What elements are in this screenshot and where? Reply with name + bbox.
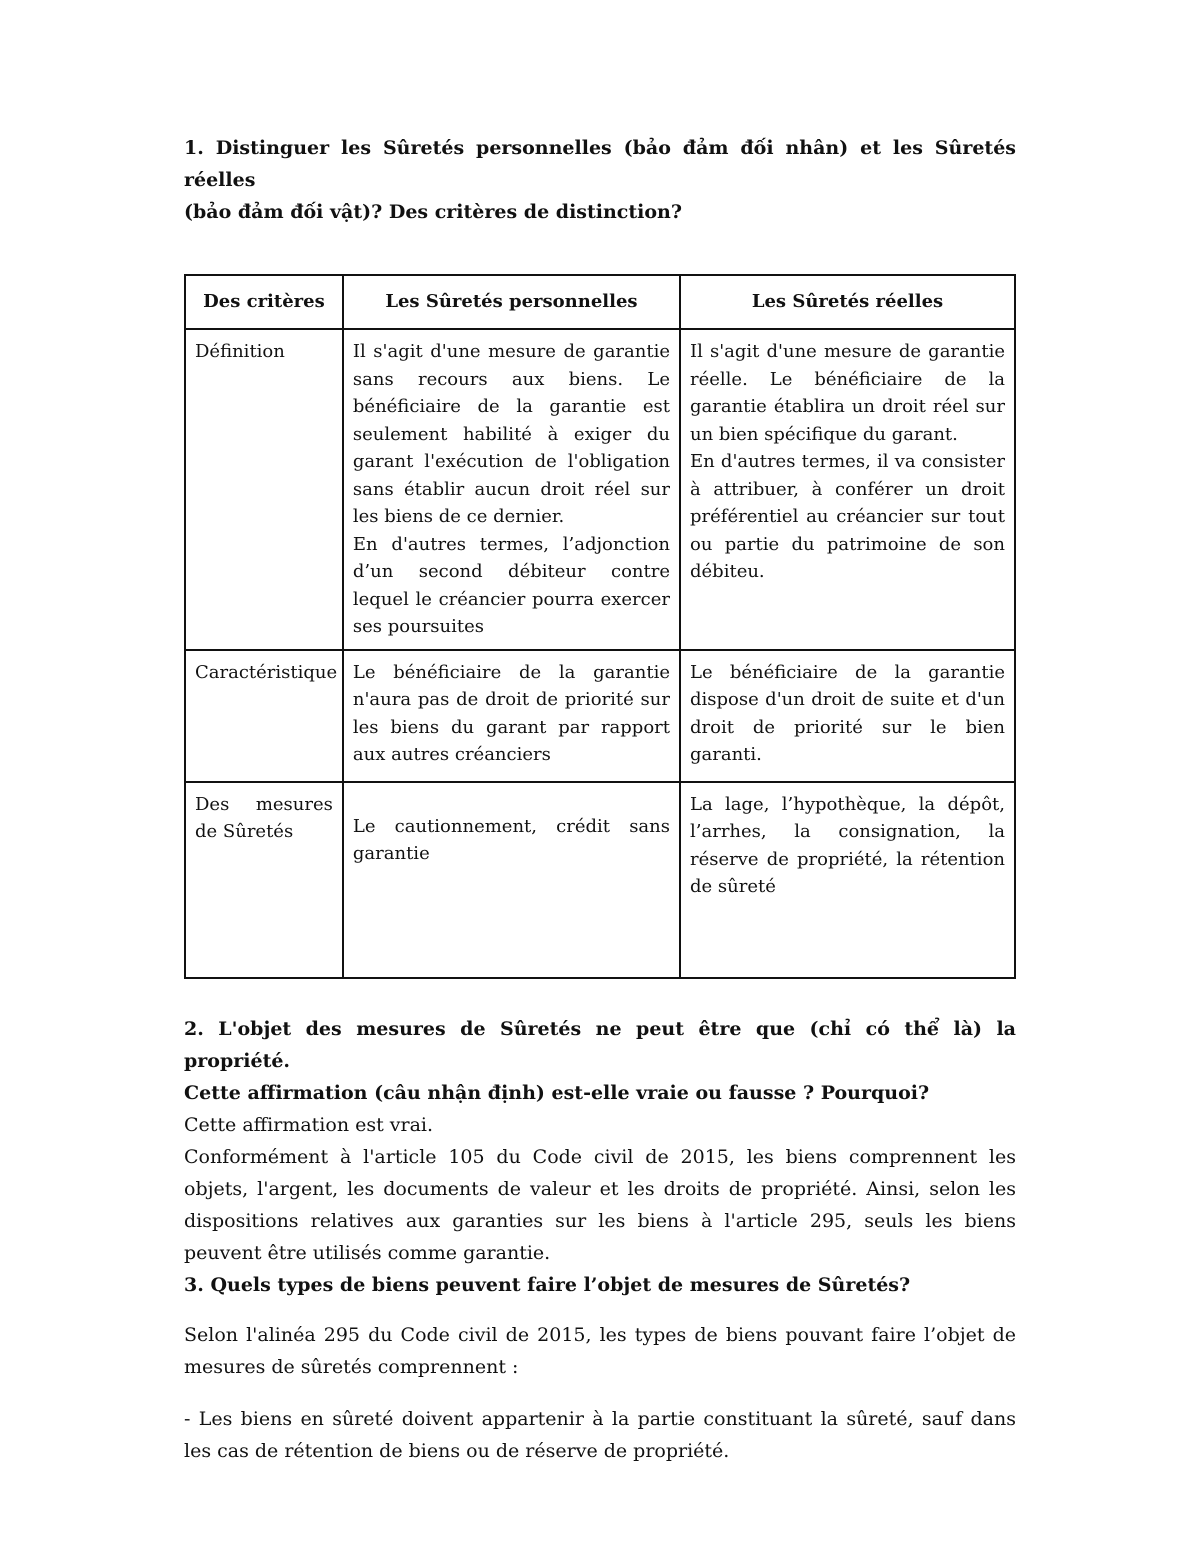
criterion-cell: Des mesures de Sûretés <box>185 782 343 978</box>
personnelles-cell <box>343 782 680 978</box>
section1-heading <box>184 132 1016 228</box>
reelles-cell <box>680 782 1015 978</box>
document-page <box>184 132 1016 1467</box>
section2-explanation: Conformément à l'article 105 du Code civil de 2015, les biens comprennent les objets, l'argent, les documents de valeur et les droits de propriété. Ainsi, selon les dispositions relatives aux garanties sur les biens à l'article 295, seuls les biens peuvent être utilisés comme garantie. <box>184 1145 1016 1264</box>
header-personnelles: Les Sûretés personnelles <box>343 275 680 329</box>
table-row-definition <box>185 329 1015 650</box>
reelles-cell <box>680 329 1015 650</box>
section2-heading <box>184 1013 1016 1109</box>
cell-paragraph: Le bénéficiaire de la garantie dispose d'un droit de suite et d'un droit de priorité sur le bien garanti. <box>690 661 1005 765</box>
cell-paragraph: En d'autres termes, l’adjonction d’un second débiteur contre lequel le créancier pourra exercer ses poursuites <box>352 533 670 637</box>
cell-paragraph: Il s'agit d'une mesure de garantie réelle. Le bénéficiaire de la garantie établira un droit réel sur un bien spécifique du garant. <box>690 341 1005 445</box>
personnelles-cell <box>343 329 680 650</box>
personnelles-cell <box>343 650 680 782</box>
cell-paragraph: Le bénéficiaire de la garantie n'aura pas de droit de priorité sur les biens du garant par rapport aux autres créanciers <box>352 661 670 765</box>
section2-title-line2: Cette affirmation (câu nhận định) est-elle vraie ou fausse ? Pourquoi? <box>184 1081 930 1104</box>
section3 <box>184 1269 1016 1467</box>
section3-bullet: - Les biens en sûreté doivent appartenir à la partie constituant la sûreté, sauf dans les cas de rétention de biens ou de réserve de propriété. <box>184 1407 1016 1462</box>
section2-title-line1: 2. L'objet des mesures de Sûretés ne peut être que (chỉ có thể là) la propriété. <box>184 1017 1016 1072</box>
comparison-table <box>184 274 1016 979</box>
header-reelles: Les Sûretés réelles <box>680 275 1015 329</box>
section3-intro: Selon l'alinéa 295 du Code civil de 2015, les types de biens pouvant faire l’objet de mesures de sûretés comprennent : <box>184 1323 1016 1378</box>
cell-paragraph: La lage, l’hypothèque, la dépôt, l’arrhes, la consignation, la réserve de propriété, la rétention de sûreté <box>690 793 1005 897</box>
reelles-cell <box>680 650 1015 782</box>
criterion-cell: Définition <box>185 329 343 650</box>
section2-answer: Cette affirmation est vrai. <box>184 1113 434 1136</box>
header-criteria: Des critères <box>185 275 343 329</box>
table-row-caracteristique <box>185 650 1015 782</box>
table-row-mesures <box>185 782 1015 978</box>
cell-paragraph: En d'autres termes, il va consister à attribuer, à conférer un droit préférentiel au créancier sur tout ou partie du patrimoine de son débiteu. <box>690 451 1005 582</box>
table-header-row <box>185 275 1015 329</box>
section1-title-line2: (bảo đảm đối vật)? Des critères de distinction? <box>184 201 682 223</box>
cell-paragraph: Le cautionnement, crédit sans garantie <box>352 815 670 864</box>
section2 <box>184 1013 1016 1269</box>
section3-heading: 3. Quels types de biens peuvent faire l’objet de mesures de Sûretés? <box>184 1273 911 1296</box>
criterion-cell: Caractéristique <box>185 650 343 782</box>
section1-title-line1: 1. Distinguer les Sûretés personnelles (bảo đảm đối nhân) et les Sûretés réelles <box>184 137 1016 191</box>
cell-paragraph: Il s'agit d'une mesure de garantie sans recours aux biens. Le bénéficiaire de la garantie est seulement habilité à exiger du garant l'exécution de l'obligation sans établir aucun droit réel sur les biens de ce dernier. <box>352 341 670 527</box>
